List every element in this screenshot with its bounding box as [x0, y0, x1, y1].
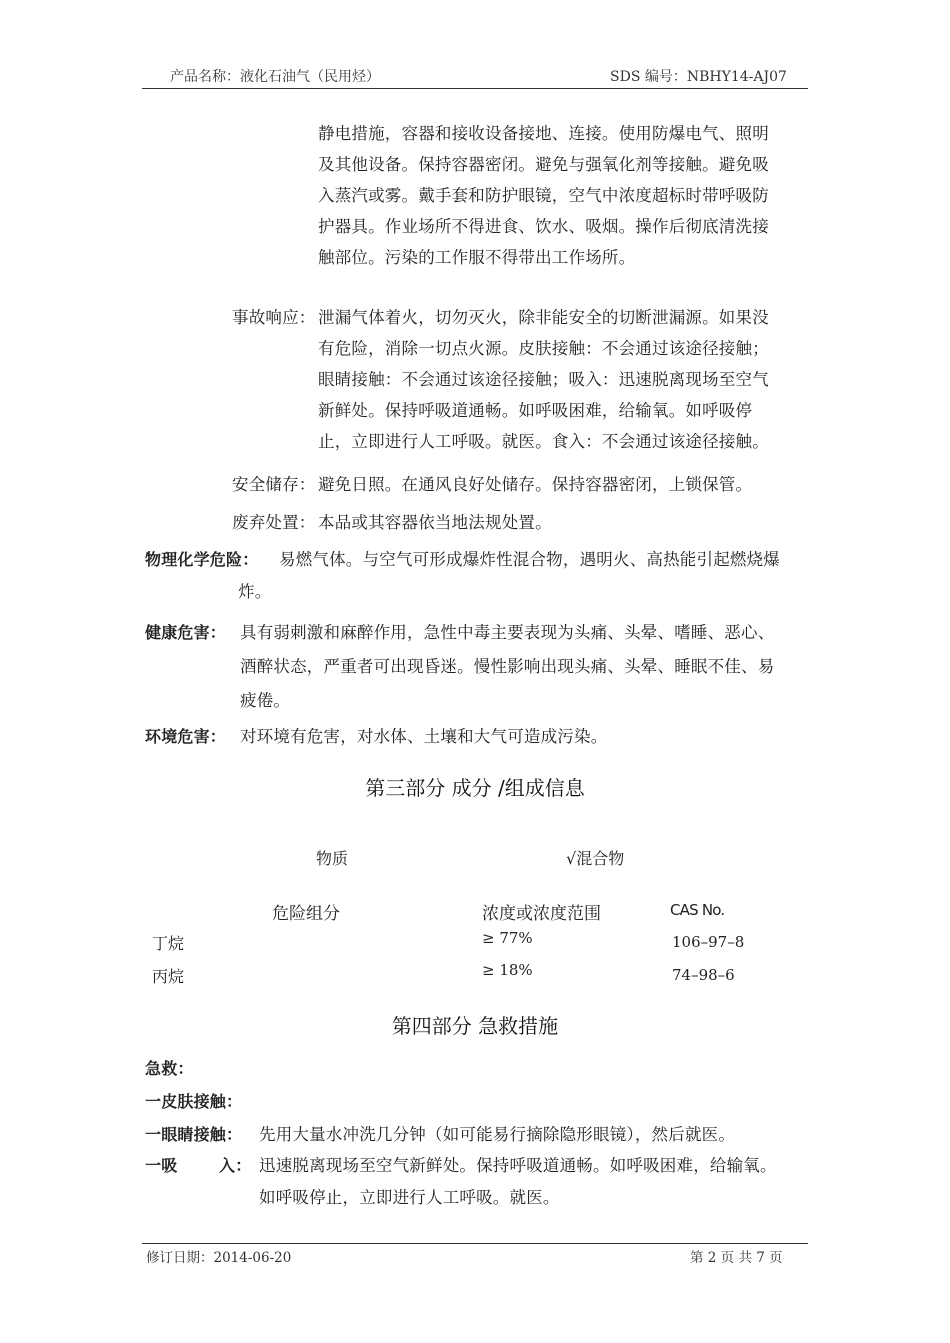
- response-text: [318, 302, 769, 457]
- skin-contact-label: 一皮肤接触：: [145, 1092, 243, 1111]
- text-line: 眼睛接触：不会通过该途径接触；吸入：迅速脱离现场至空气: [318, 370, 769, 389]
- text-line: 新鲜处。保持呼吸道通畅。如呼吸困难，给输氧。如呼吸停: [318, 401, 753, 420]
- response-label: 事故响应：: [232, 308, 316, 327]
- text-line: 泄漏气体着火，切勿灭火，除非能安全的切断泄漏源。如果没: [318, 308, 769, 327]
- text-line: 迅速脱离现场至空气新鲜处。保持呼吸道通畅。如呼吸困难，给输氧。: [259, 1156, 777, 1175]
- component-cas: 74–98–6: [672, 966, 735, 984]
- text-line: 如呼吸停止，立即进行人工呼吸。就医。: [259, 1188, 560, 1207]
- physchem-line-1: 易燃气体。与空气可形成爆炸性混合物，遇明火、高热能引起燃烧爆: [279, 550, 780, 569]
- health-label: 健康危害：: [145, 623, 227, 642]
- section4-title: 第四部分 急救措施: [391, 1014, 559, 1038]
- storage-text: 避免日照。在通风良好处储存。保持容器密闭，上锁保管。: [318, 475, 753, 494]
- disposal-label: 废弃处置：: [232, 513, 316, 532]
- precaution-continuation: [318, 118, 769, 273]
- text-line: 有危险，消除一切点火源。皮肤接触：不会通过该途径接触；: [318, 339, 769, 358]
- text-line: 触部位。污染的工作服不得带出工作场所。: [318, 248, 636, 267]
- eye-contact-label: 一眼睛接触：: [145, 1125, 243, 1144]
- text-line: 止，立即进行人工呼吸。就医。食入：不会通过该途径接触。: [318, 432, 769, 451]
- component-name: 丙烷: [152, 967, 185, 986]
- component-name: 丁烷: [152, 934, 185, 953]
- text-line: 静电措施，容器和接收设备接地、连接。使用防爆电气、照明: [318, 124, 769, 143]
- header-product-name: 产品名称：液化石油气（民用烃）: [170, 69, 380, 85]
- footer-page-number: 第 2 页 共 7 页: [690, 1250, 783, 1266]
- component-concentration: ≥ 18%: [482, 961, 533, 979]
- environment-text: 对环境有危害，对水体、土壤和大气可造成污染。: [240, 727, 608, 746]
- text-line: 具有弱刺激和麻醉作用，急性中毒主要表现为头痛、头晕、嗜睡、恶心、: [240, 623, 775, 642]
- col-concentration: 浓度或浓度范围: [482, 904, 601, 924]
- header-sds-number: SDS 编号：NBHY14-AJ07: [610, 69, 787, 85]
- text-line: 酒醉状态，严重者可出现昏迷。慢性影响出现头痛、头晕、睡眠不佳、易: [240, 657, 775, 676]
- col-cas-no: CAS No.: [670, 901, 725, 919]
- physchem-label: 物理化学危险：: [145, 550, 259, 569]
- health-text: [240, 617, 774, 716]
- footer-rule: [142, 1243, 808, 1244]
- component-cas: 106–97–8: [672, 933, 745, 951]
- inhalation-label-b: 入：: [219, 1156, 252, 1175]
- mixture-label: √混合物: [566, 849, 625, 868]
- physchem-line-2: 炸。: [238, 582, 272, 601]
- text-line: 及其他设备。保持容器密闭。避免与强氧化剂等接触。避免吸: [318, 155, 769, 174]
- footer-revision-date: 修订日期：2014-06-20: [146, 1250, 292, 1266]
- component-concentration: ≥ 77%: [482, 929, 533, 947]
- inhalation-label-a: 一吸: [145, 1156, 178, 1175]
- col-hazard-component: 危险组分: [272, 904, 340, 924]
- text-line: 入蒸汽或雾。戴手套和防护眼镜，空气中浓度超标时带呼吸防: [318, 186, 769, 205]
- first-aid-label: 急救：: [145, 1059, 194, 1078]
- text-line: 护器具。作业场所不得进食、饮水、吸烟。操作后彻底清洗接: [318, 217, 769, 236]
- environment-label: 环境危害：: [145, 727, 227, 746]
- disposal-text: 本品或其容器依当地法规处置。: [318, 513, 552, 532]
- text-line: 疲倦。: [240, 691, 291, 710]
- inhalation-text: [259, 1150, 777, 1213]
- eye-contact-text: 先用大量水冲洗几分钟（如可能易行摘除隐形眼镜），然后就医。: [259, 1125, 736, 1144]
- section3-title: 第三部分 成分 /组成信息: [365, 776, 585, 800]
- storage-label: 安全储存：: [232, 475, 316, 494]
- header-rule: [142, 88, 808, 89]
- substance-label: 物质: [316, 849, 349, 868]
